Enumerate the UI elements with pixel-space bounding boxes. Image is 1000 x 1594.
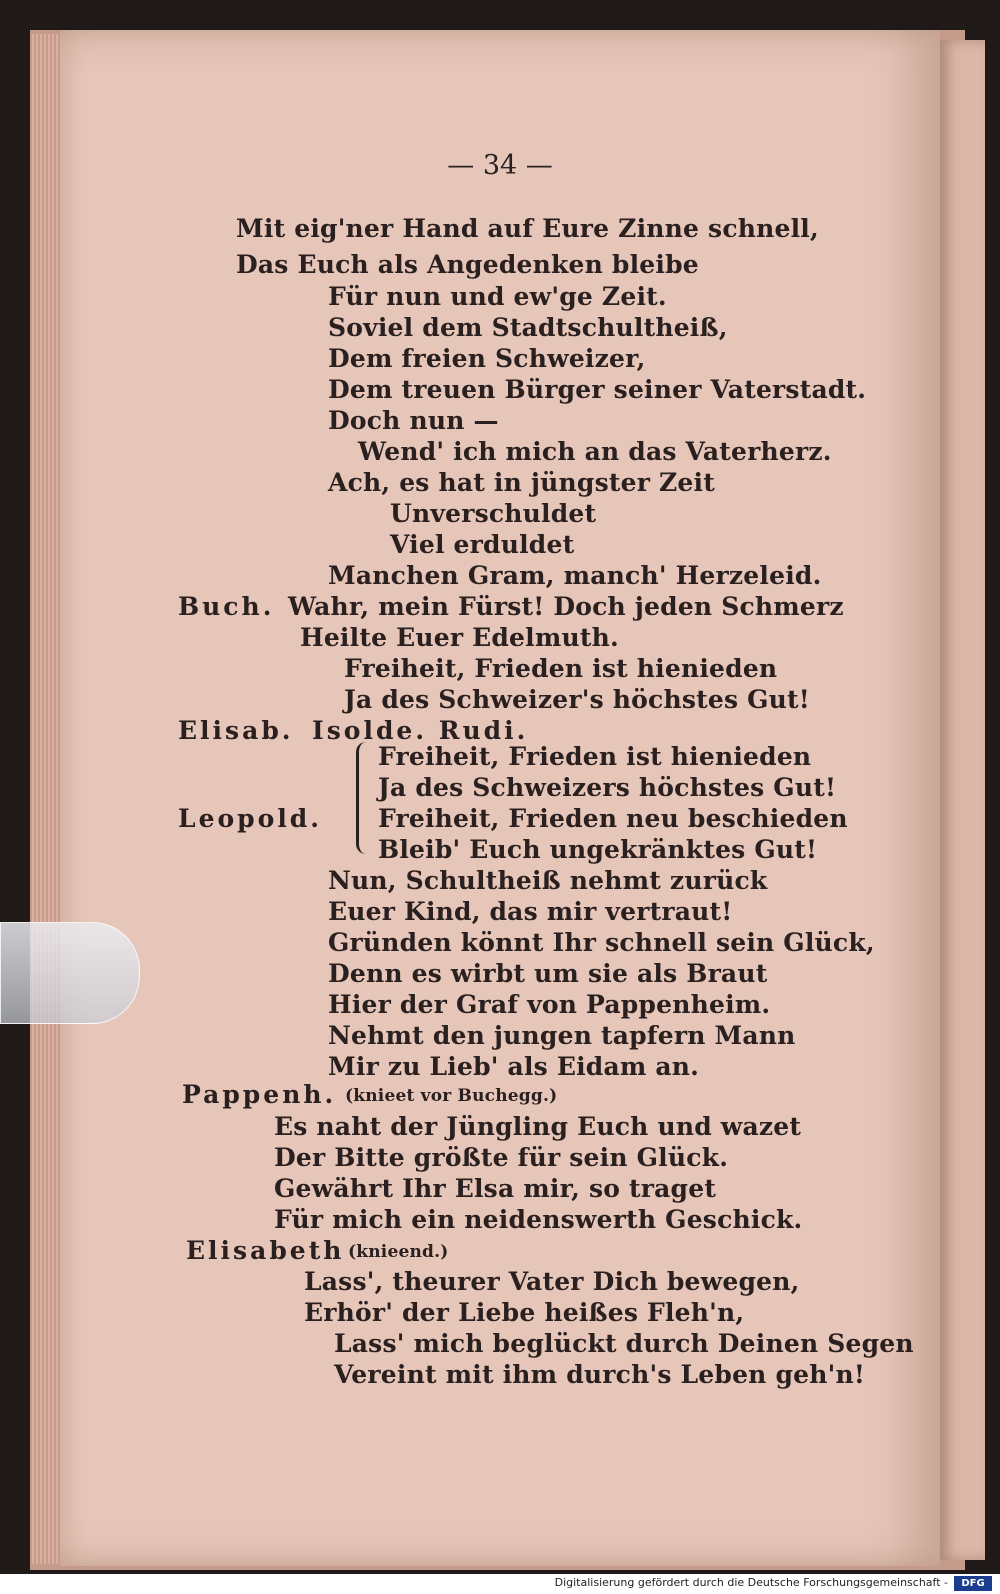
text-line: Gewährt Ihr Elsa mir, so traget	[274, 1174, 717, 1203]
text-line: Für nun und ew'ge Zeit.	[328, 282, 667, 311]
footer-text: Digitalisierung gefördert durch die Deutsche Forschungsgemeinschaft -	[554, 1576, 948, 1589]
text-line: Freiheit, Frieden ist hienieden	[378, 742, 812, 771]
speaker-label: Buch.	[178, 592, 275, 621]
text-line: Für mich ein neidenswerth Geschick.	[274, 1205, 803, 1234]
text-line: Nun, Schultheiß nehmt zurück	[328, 866, 768, 895]
text-line: Heilte Euer Edelmuth.	[300, 623, 619, 652]
text-line: Das Euch als Angedenken bleibe	[236, 250, 699, 279]
text-line: Viel erduldet	[390, 530, 575, 559]
text-line: Soviel dem Stadtschultheiß,	[328, 313, 728, 342]
speaker-label: Pappenh.	[182, 1080, 337, 1109]
text-line: Hier der Graf von Pappenheim.	[328, 990, 771, 1019]
text-line: Doch nun —	[328, 406, 499, 435]
text-line: Mit eig'ner Hand auf Eure Zinne schnell,	[236, 214, 819, 243]
plastic-clip	[0, 922, 140, 1024]
speaker-label: Leopold.	[178, 804, 322, 833]
text-line: Denn es wirbt um sie als Braut	[328, 959, 768, 988]
dfg-logo: DFG	[954, 1576, 992, 1591]
text-line: Freiheit, Frieden ist hienieden	[344, 654, 778, 683]
speaker-label: Elisabeth	[186, 1236, 345, 1265]
text-line: Unverschuldet	[390, 499, 597, 528]
speaker-label: Elisab.	[178, 716, 294, 745]
text-line: Erhör' der Liebe heißes Fleh'n,	[304, 1298, 745, 1327]
adjacent-page	[940, 40, 985, 1560]
text-line: Vereint mit ihm durch's Leben geh'n!	[334, 1360, 866, 1389]
text-line: Wend' ich mich an das Vaterherz.	[358, 437, 832, 466]
brace-bracket	[356, 742, 373, 854]
text-line: Dem freien Schweizer,	[328, 344, 646, 373]
page-number: — 34 —	[447, 150, 553, 181]
text-line: Dem treuen Bürger seiner Vaterstadt.	[328, 375, 867, 404]
text-line: Gründen könnt Ihr schnell sein Glück,	[328, 928, 875, 957]
text-line: Lass', theurer Vater Dich bewegen,	[304, 1267, 800, 1296]
text-line: Es naht der Jüngling Euch und wazet	[274, 1112, 802, 1141]
text-line: Isolde. Rudi.	[312, 716, 529, 745]
text-line: Euer Kind, das mir vertraut!	[328, 897, 733, 926]
text-line: Nehmt den jungen tapfern Mann	[328, 1021, 796, 1050]
text-line: Ja des Schweizers höchstes Gut!	[378, 773, 837, 802]
text-line: Wahr, mein Fürst! Doch jeden Schmerz	[288, 592, 844, 621]
stage-direction: (knieend.)	[348, 1242, 449, 1262]
text-line: Ach, es hat in jüngster Zeit	[328, 468, 715, 497]
text-line: Freiheit, Frieden neu beschieden	[378, 804, 848, 833]
text-line: Lass' mich beglückt durch Deinen Segen	[334, 1329, 914, 1358]
text-line: Der Bitte größte für sein Glück.	[274, 1143, 729, 1172]
text-line: Ja des Schweizer's höchstes Gut!	[344, 685, 810, 714]
text-line: Manchen Gram, manch' Herzeleid.	[328, 561, 822, 590]
text-line: Mir zu Lieb' als Eidam an.	[328, 1052, 700, 1081]
stage-direction: (knieet vor Buchegg.)	[345, 1086, 558, 1106]
text-line: Bleib' Euch ungekränktes Gut!	[378, 835, 818, 864]
footer-bar	[0, 1574, 1000, 1594]
